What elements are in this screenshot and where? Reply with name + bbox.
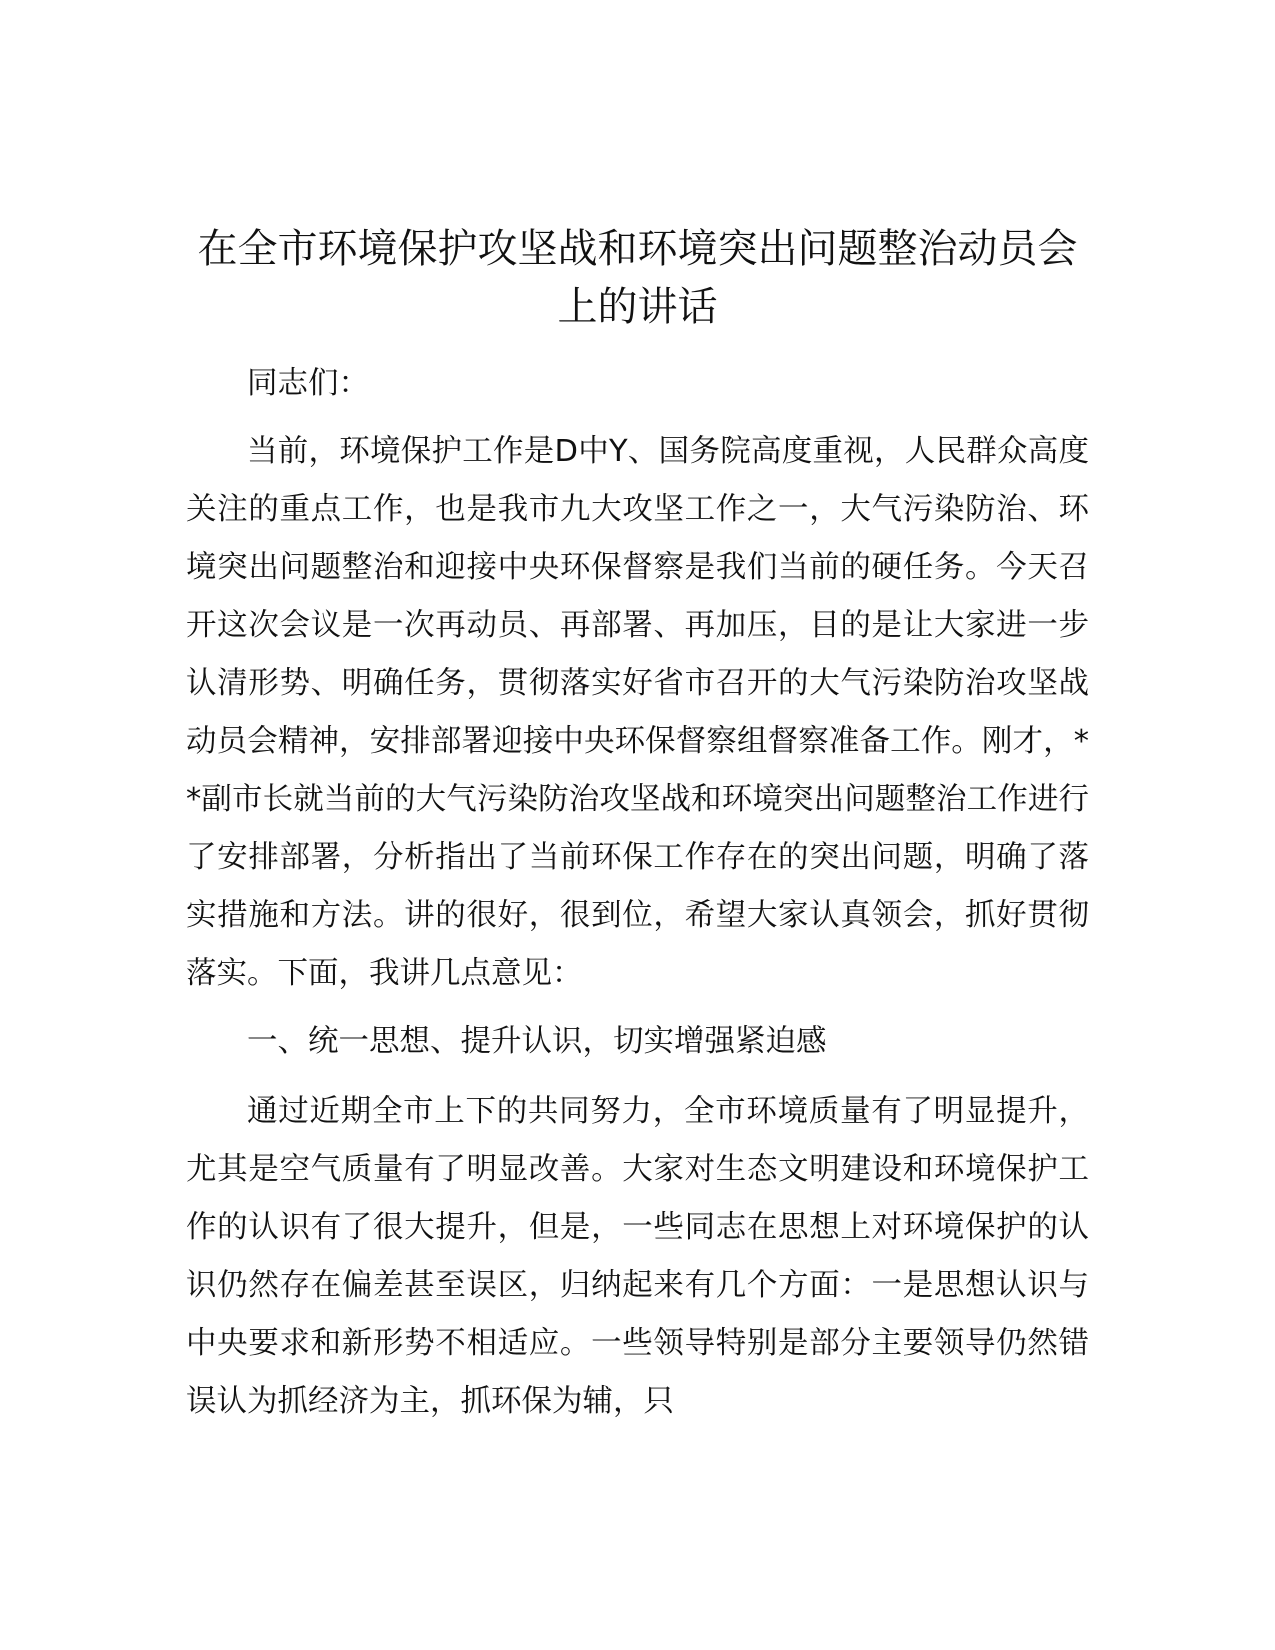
intro-paragraph: 当前，环境保护工作是D中Y、国务院高度重视，人民群众高度关注的重点工作，也是我市九大攻坚工作之一，大气污染防治、环境突出问题整治和迎接中央环保督察是我们当前的硬任务。今天召开这次会议是一次再动员、再部署、再加压，目的是让大家进一步认清形势、明确任务，贯彻落实好省市召开的大气污染防治攻坚战动员会精神，安排部署迎接中央环保督察组督察准备工作。刚才，**副市长就当前的大气污染防治攻坚战和环境突出问题整治工作进行了安排部署，分析指出了当前环保工作存在的突出问题，明确了落实措施和方法。讲的很好，很到位，希望大家认真领会，抓好贯彻落实。下面，我讲几点意见：: [186, 434, 1089, 991]
section-paragraph: 通过近期全市上下的共同努力，全市环境质量有了明显提升，尤其是空气质量有了明显改善。大家对生态文明建设和环境保护工作的认识有了很大提升，但是，一些同志在思想上对环境保护的认识仍然存在偏差甚至误区，归纳起来有几个方面：一是思想认识与中央要求和新形势不相适应。一些领导特别是部分主要领导仍然错误认为抓经济为主，抓环保为辅，只: [186, 1094, 1089, 1419]
document-body: [186, 355, 1089, 1441]
document-title: 在全市环境保护攻坚战和环境突出问题整治动员会上的讲话: [197, 226, 1078, 330]
section-heading: 一、统一思想、提升认识，切实增强紧迫感: [247, 1024, 827, 1059]
salutation-paragraph: 同志们：: [247, 366, 369, 401]
